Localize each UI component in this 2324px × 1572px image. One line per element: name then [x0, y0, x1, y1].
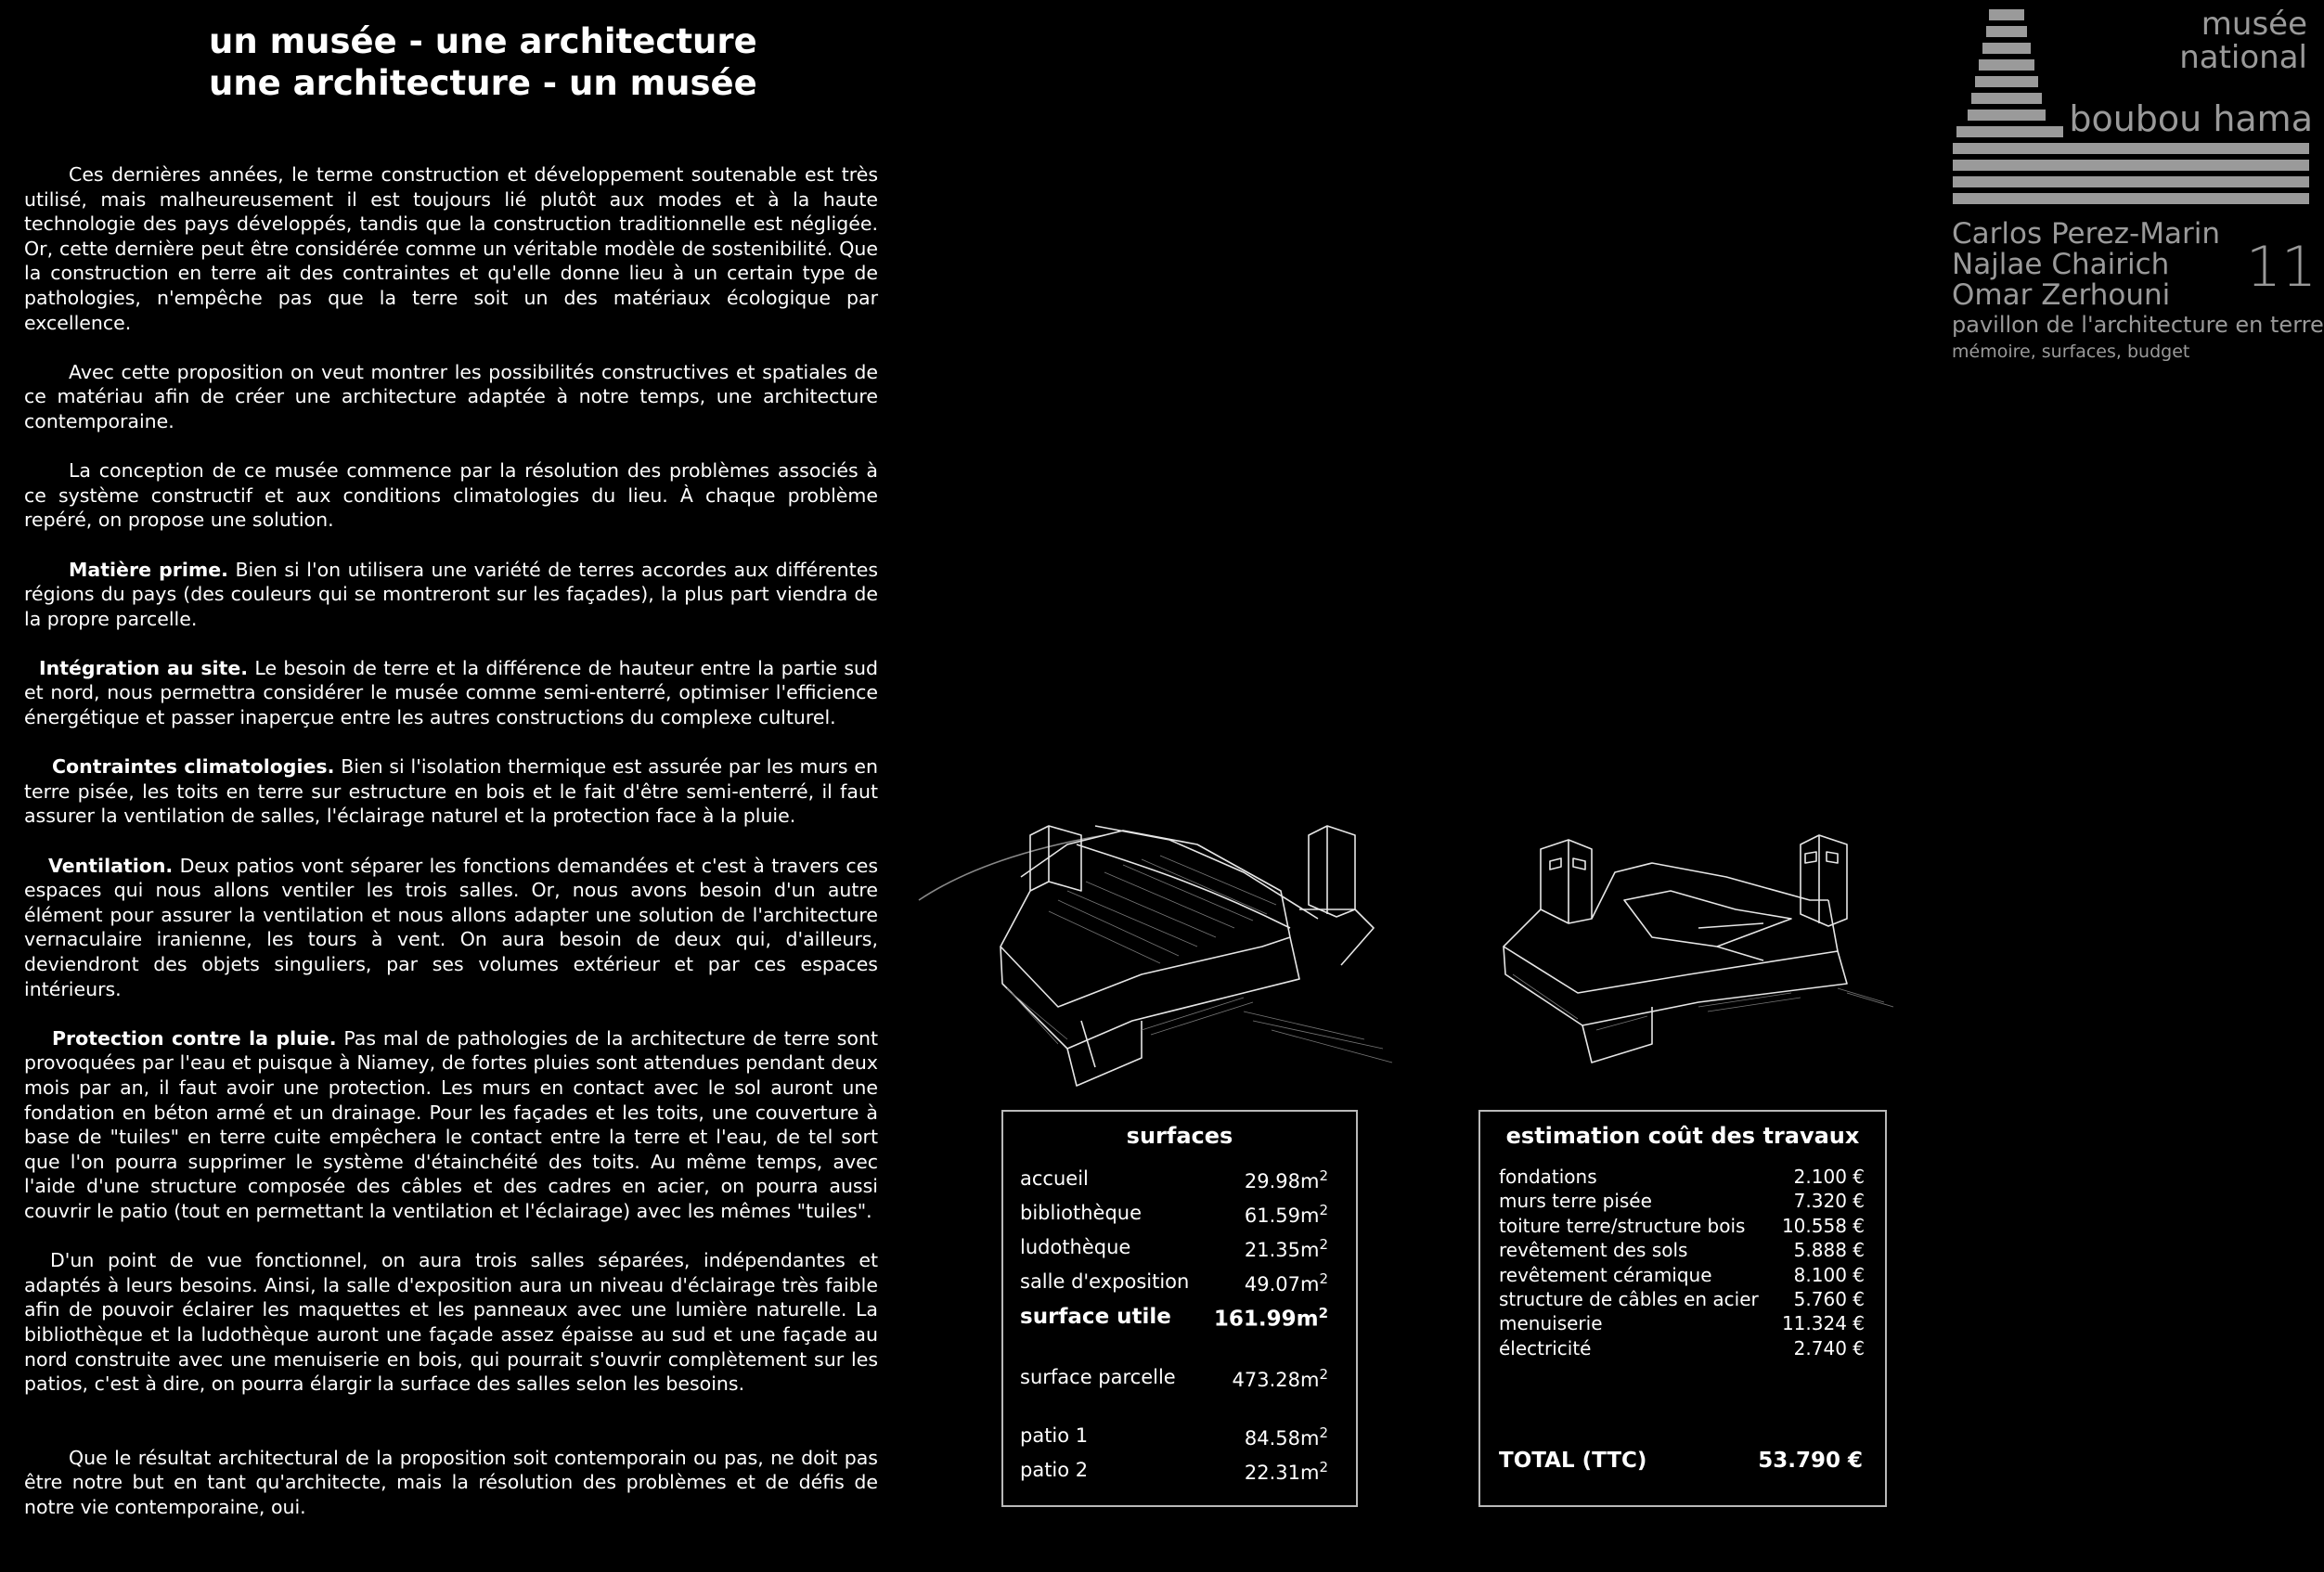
cost-rows [1499, 1165, 1865, 1360]
surface-value: $84.58m^2$ [1244, 1424, 1328, 1450]
cost-value: 5.760 € [1793, 1288, 1865, 1311]
paragraph-heading: Contraintes climatologies. [52, 755, 335, 779]
cost-row [1499, 1214, 1865, 1238]
surface-total-label: surface utile [1020, 1305, 1171, 1329]
surface-row [1020, 1236, 1328, 1261]
cost-row [1499, 1263, 1865, 1287]
surface-label: bibliothèque [1020, 1202, 1143, 1224]
paragraph [24, 1026, 878, 1224]
cost-row [1499, 1189, 1865, 1213]
paragraph-body: Pas mal de pathologies de la architecture de terre sont provoquées par l'eau et puisque à Niamey, de fortes pluies sont attendues pendant deux mois par an, il faut avoir une protection. Les murs en contact avec le sol auront une fondation en béton armé et un drainage. Pour les façades et les toits, une couverture à base de "tuiles" en terre cuite empêchera le contact entre la terre et l'eau, de tel sort que l'on pourra supprimer le système d'étainchéité des toits. Au même temps, avec l'aide d'une structure composée des câbles et des cadres en acier, on pourra aussi couvrir le patio (tout en permettant la ventilation et l'éclairage) avec les mêmes "tuiles". [24, 1026, 878, 1222]
surface-row [1020, 1270, 1328, 1295]
cost-total-value: 53.790 € [1758, 1449, 1863, 1473]
surface-label: accueil [1020, 1167, 1089, 1190]
cost-label: revêtement céramique [1499, 1263, 1712, 1286]
surface-label: patio 2 [1020, 1459, 1089, 1481]
paragraph [24, 854, 878, 1002]
cost-label: fondations [1499, 1166, 1597, 1188]
surface-row [1020, 1167, 1328, 1192]
surface-value: $473.28m^2$ [1232, 1366, 1328, 1391]
cost-label: électricité [1499, 1336, 1592, 1359]
paragraph [24, 558, 878, 632]
cost-total-label: TOTAL (TTC) [1499, 1449, 1647, 1473]
cost-title: estimation coût des travaux [1505, 1123, 1860, 1149]
page-title [209, 20, 757, 104]
surfaces-table [1001, 1110, 1358, 1507]
cost-estimate-table [1478, 1110, 1887, 1507]
cost-row [1499, 1238, 1865, 1262]
paragraph: La conception de ce musée commence par la résolution des problèmes associés à ce système constructif et aux conditions climatologies du lieu. À chaque problème repéré, on propose une solution. [24, 459, 878, 532]
title-line-1: un musée - une architecture [209, 21, 757, 61]
cost-label: murs terre pisée [1499, 1190, 1652, 1213]
paragraph-heading: Intégration au site. [39, 656, 249, 679]
cost-label: structure de câbles en acier [1499, 1288, 1759, 1311]
paragraph-heading: Protection contre la pluie. [52, 1026, 337, 1050]
patio-row [1020, 1459, 1328, 1484]
patio-row [1020, 1424, 1328, 1450]
cost-total-row [1499, 1449, 1863, 1473]
cost-value: 11.324 € [1781, 1312, 1865, 1335]
paragraph: Que le résultat architectural de la proposition soit contemporain ou pas, ne doit pas être notre but en tant qu'architecte, mais la résolution des problèmes et de défis de notre vie contemporaine, oui. [24, 1446, 878, 1518]
cost-value: 10.558 € [1781, 1214, 1865, 1237]
paragraph [24, 656, 878, 730]
surface-label: salle d'exposition [1020, 1270, 1190, 1293]
surface-total-value: $161.99m^2$ [1213, 1305, 1328, 1332]
author-name: Najlae Chairich [1952, 248, 2170, 281]
cost-label: menuiserie [1499, 1312, 1603, 1335]
cost-value: 7.320 € [1793, 1190, 1865, 1213]
cost-row [1499, 1287, 1865, 1311]
surface-label: ludothèque [1020, 1236, 1131, 1258]
paragraph-heading: Ventilation. [48, 854, 174, 877]
surface-label: surface parcelle [1020, 1366, 1176, 1388]
surface-value: $29.98m^2$ [1244, 1167, 1328, 1192]
page-number: 11 [2245, 235, 2318, 300]
project-subtitle: pavillon de l'architecture en terre [1952, 312, 2324, 338]
surface-row [1020, 1202, 1328, 1227]
page-number-graphic [2245, 221, 2318, 303]
paragraph: Avec cette proposition on veut montrer les possibilités constructives et spatiales de ce matériau afin de créer une architecture adaptée à notre temps, une architecture contemporaine. [24, 360, 878, 432]
surface-value: $49.07m^2$ [1244, 1270, 1328, 1295]
paragraph [24, 754, 878, 829]
author-name: Omar Zerhouni [1952, 278, 2171, 312]
surface-value: $21.35m^2$ [1244, 1236, 1328, 1261]
cost-value: 2.100 € [1793, 1166, 1865, 1188]
paragraph-body: Bien si l'isolation thermique est assurée par les murs en terre pisée, les toits en terre sur estructure en bois et le fait d'être semi-enterré, il faut assurer la ventilation de salles, l'éclairage naturel et la protection face à la pluie. [24, 755, 878, 828]
cost-label: toiture terre/structure bois [1499, 1214, 1746, 1237]
museum-logo [1949, 7, 2313, 212]
surface-value: $61.59m^2$ [1244, 1202, 1328, 1227]
surface-parcelle-row [1020, 1366, 1328, 1391]
surface-value: $22.31m^2$ [1244, 1459, 1328, 1484]
logo-word-national: national [2179, 39, 2307, 76]
sheet-caption: mémoire, surfaces, budget [1952, 341, 2190, 362]
memoire-text [24, 162, 878, 1544]
surfaces-title: surfaces [1126, 1123, 1233, 1149]
cost-value: 2.740 € [1793, 1336, 1865, 1359]
surface-label: patio 1 [1020, 1424, 1089, 1447]
cost-row [1499, 1336, 1865, 1360]
logo-word-boubou-hama: boubou hama [2063, 100, 2313, 137]
cost-row [1499, 1311, 1865, 1335]
logo-word-musee: musée [2201, 6, 2307, 43]
cost-value: 8.100 € [1793, 1263, 1865, 1286]
title-line-2: une architecture - un musée [209, 63, 757, 103]
cost-label: revêtement des sols [1499, 1239, 1688, 1262]
cost-row [1499, 1165, 1865, 1189]
paragraph: D'un point de vue fonctionnel, on aura trois salles séparées, indépendantes et adaptés à leurs besoins. Ainsi, la salle d'exposition aura un niveau d'éclairage très faible afin de pouvoir éclairer les maquettes et les panneaux avec une lumière naturelle. La bibliothèque et la ludothèque auront une façade assez épaisse au sud et une façade au nord construite avec une menuiserie en bois, qui pourrait s'ouvrir complètement sur les patios, c'est à dire, on pourra élargir la surface des salles selon les besoins. [24, 1249, 878, 1396]
paragraph-body: Bien si l'on utilisera une variété de terres accordes aux différentes régions du pays (des couleurs qui se montreront sur les façades), la plus part viendra de la propre parcelle. [24, 558, 878, 630]
cost-value: 5.888 € [1793, 1239, 1865, 1262]
paragraph: Ces dernières années, le terme construction et développement soutenable est très utilisé, mais malheureusement il est toujours lié plutôt aux modes et à la haute technologie des pays développés, tandis que la construction traditionnelle est négligée. Or, cette dernière peut être considérée comme un véritable modèle de sostenibilité. Que la construction en terre ait des contraintes et qu'elle donne lieu à un certain type de pathologies, n'empêche pas que la terre soit un des matériaux écologique par excellence. [24, 163, 878, 334]
sketch-museum-covered [919, 807, 1420, 1095]
paragraph-body: Le besoin de terre et la différence de hauteur entre la partie sud et nord, nous permettra considérer le musée comme semi-enterré, optimiser l'efficience énergétique et passer inaperçue entre les autres constructions du complexe culturel. [24, 656, 879, 729]
paragraph-body: Deux patios vont séparer les fonctions demandées et c'est à travers ces espaces qui nous allons ventiler les trois salles. Or, nous avons besoin d'un autre élément pour assurer la ventilation et nous allons adapter une solution de l'architecture vernaculaire iranienne, les tours à vent. On aura besoin de deux qui, d'ailleurs, deviendront des objets singuliers, par ses volumes extérieur et par ces espaces intérieurs. [24, 854, 878, 1000]
author-name: Carlos Perez-Marin [1952, 217, 2220, 251]
paragraph-heading: Matière prime. [69, 558, 228, 581]
surface-total-row [1020, 1305, 1328, 1332]
sketch-museum-open-patio [1485, 807, 1903, 1086]
